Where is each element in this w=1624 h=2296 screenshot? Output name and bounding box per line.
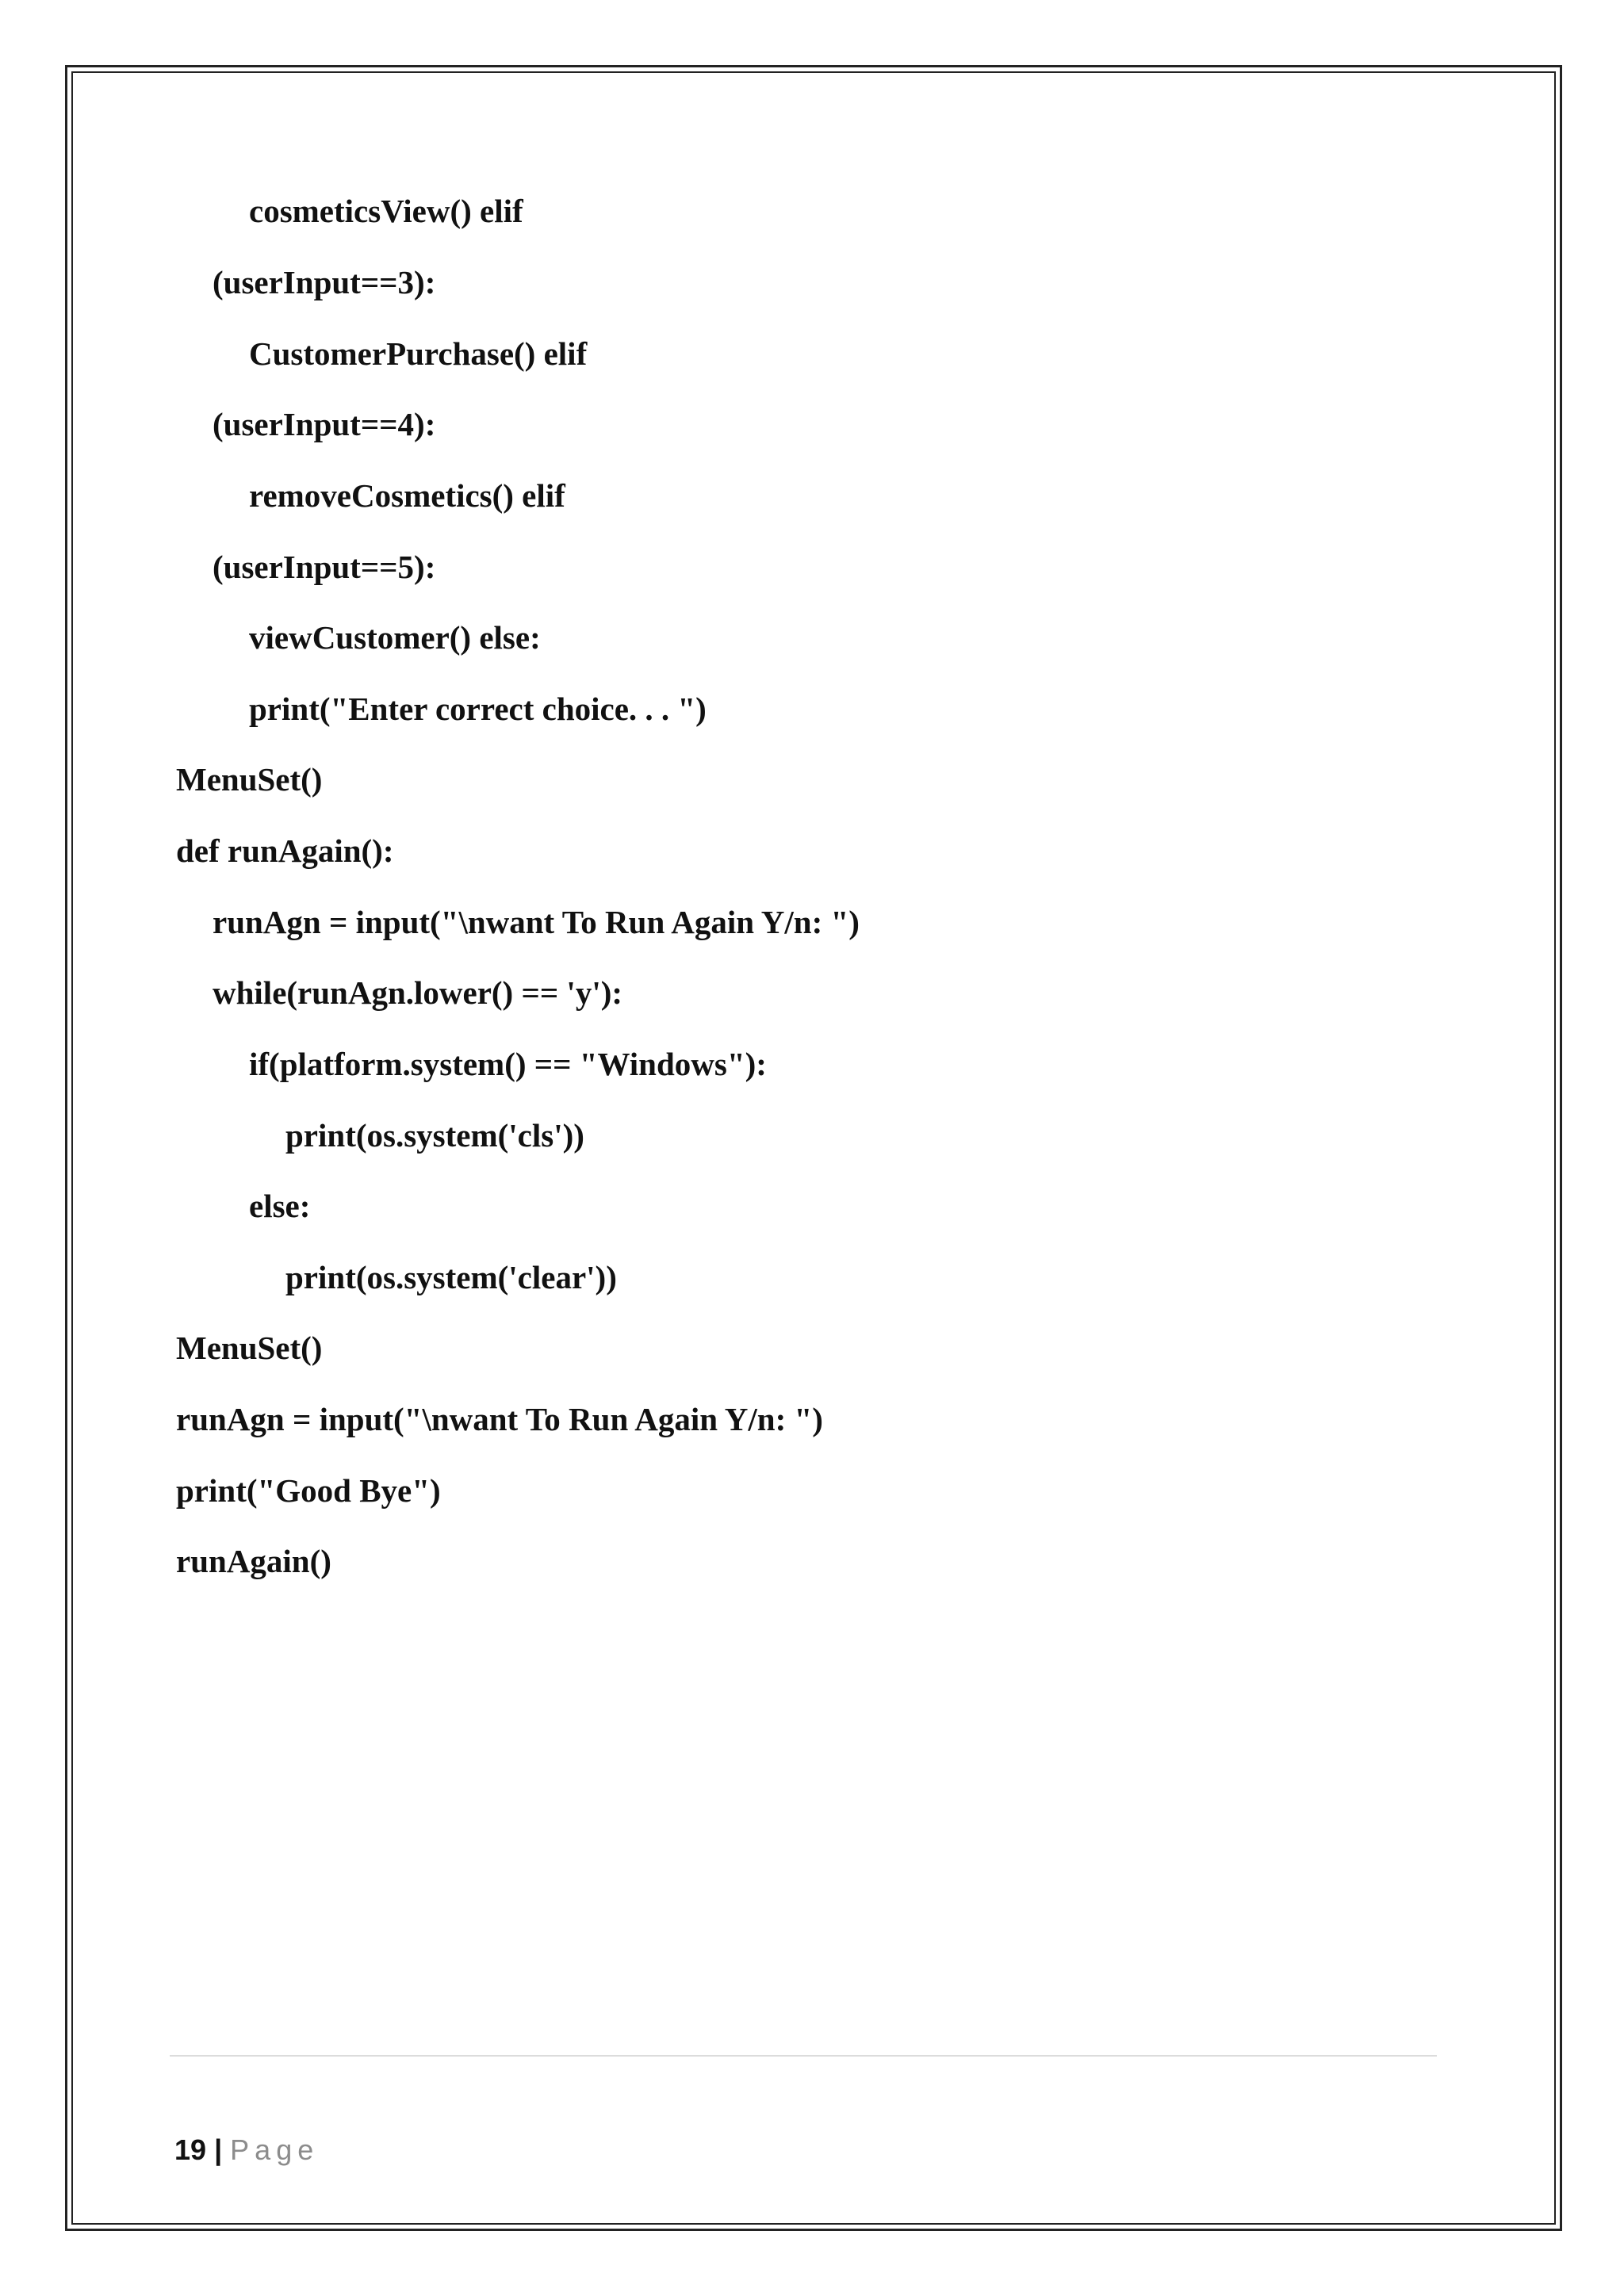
code-line: def runAgain(): (176, 832, 394, 869)
page-label: Page (230, 2133, 320, 2166)
code-line: print(os.system('cls')) (285, 1117, 584, 1154)
code-line: if(platform.system() == "Windows"): (249, 1046, 767, 1082)
page-footer (174, 2133, 319, 2168)
code-line: else: (249, 1188, 311, 1224)
page-separator: | (214, 2133, 223, 2166)
code-line: (userInput==5): (213, 549, 436, 585)
code-line: while(runAgn.lower() == 'y'): (213, 974, 623, 1011)
code-line: MenuSet() (176, 1330, 323, 1366)
code-line: MenuSet() (176, 761, 323, 798)
code-line: (userInput==4): (213, 406, 436, 442)
code-line: (userInput==3): (213, 264, 436, 300)
code-line: runAgain() (176, 1543, 331, 1579)
footer-divider (170, 2055, 1437, 2057)
code-line: print("Enter correct choice. . . ") (249, 691, 707, 727)
code-line: runAgn = input("\nwant To Run Again Y/n: ") (213, 904, 860, 940)
code-line: print("Good Bye") (176, 1472, 441, 1509)
code-line: print(os.system('clear')) (285, 1259, 617, 1295)
code-line: runAgn = input("\nwant To Run Again Y/n: ") (176, 1401, 823, 1437)
code-line: removeCosmetics() elif (249, 477, 565, 514)
code-line: CustomerPurchase() elif (249, 335, 588, 372)
page-number: 19 (174, 2133, 207, 2166)
code-line: viewCustomer() else: (249, 619, 541, 656)
code-line: cosmeticsView() elif (249, 193, 523, 229)
